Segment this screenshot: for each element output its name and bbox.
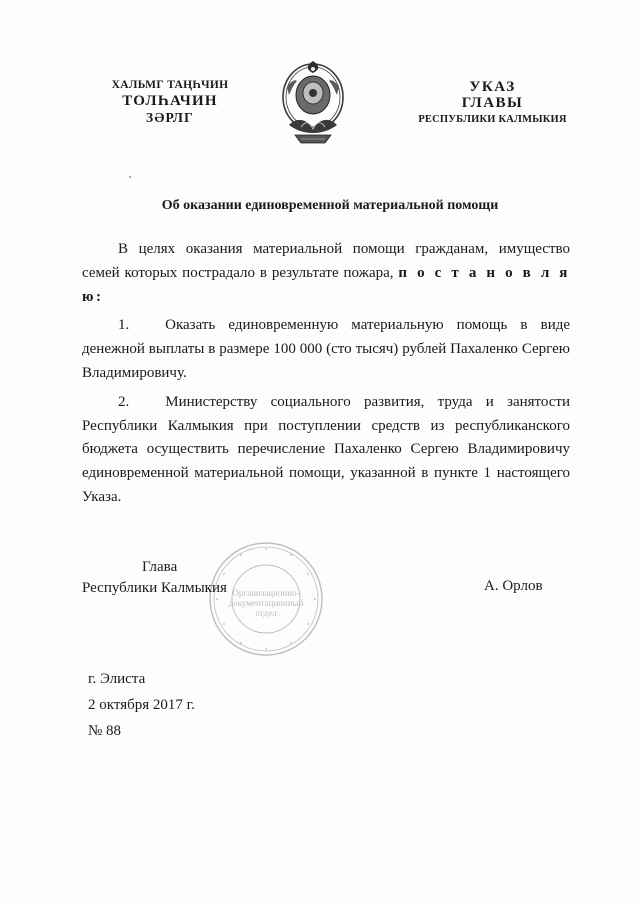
resolve-word: п о с т а н о в л я ю:: [82, 264, 571, 305]
stamp-line1: Организационно-: [232, 588, 300, 598]
clause-2-text: Министерству социального развития, труда и занятости Республики Калмыкия при поступлении средств из республиканского бюджета осуществить перечисление Пахаленко Сергею Владимировичу единовременной материальной помощи, указанной в пункте 1 настоящего Указа.: [82, 393, 570, 505]
header-kalmyk-title: [100, 77, 240, 126]
decree-number: № 88: [88, 723, 122, 739]
signatory-name: А. Орлов: [484, 578, 543, 594]
stamp-line2: документационный: [228, 598, 304, 608]
stamp-line3: отдел: [255, 608, 277, 618]
decree-body: [82, 238, 570, 510]
coat-of-arms-icon: [275, 57, 351, 149]
clause-1-number: 1.: [118, 317, 130, 334]
header-right-line3: РЕСПУБЛИКИ КАЛМЫКИЯ: [418, 114, 567, 125]
clause-1-paragraph: [82, 314, 570, 385]
header-right-line2: ГЛАВЫ: [461, 95, 524, 111]
preamble-text: В целях оказания материальной помощи гражданам, имущество семей которых пострадало в результате пожара,: [82, 241, 570, 281]
clause-2-paragraph: [82, 391, 570, 510]
header-right-line1: УКАЗ: [469, 79, 516, 95]
header-left-line2: ТОЛҺАЧИН: [122, 93, 218, 109]
scan-speck: [129, 176, 131, 178]
header-left-line1: ХАЛЬМГ ТАҢҺЧИН: [111, 79, 229, 91]
preamble-paragraph: [82, 238, 570, 309]
issue-city: г. Элиста: [88, 671, 146, 687]
signature-role-line1: Глава: [142, 559, 178, 575]
header-russian-title: [405, 79, 580, 128]
clause-2-number: 2.: [118, 393, 130, 410]
signature-role-line2: Республики Калмыкия: [82, 580, 227, 596]
issue-date: 2 октября 2017 г.: [88, 697, 195, 713]
header-left-line3: ЗӘРЛГ: [146, 110, 194, 125]
document-footer: [88, 666, 195, 744]
signature-role: [82, 557, 227, 599]
clause-1-text: Оказать единовременную материальную помощь в виде денежной выплаты в размере 100 000 (сто тысяч) рублей Пахаленко Сергею Владимировичу.: [82, 317, 571, 381]
document-title: Об оказании единовременной материальной помощи: [161, 198, 499, 213]
